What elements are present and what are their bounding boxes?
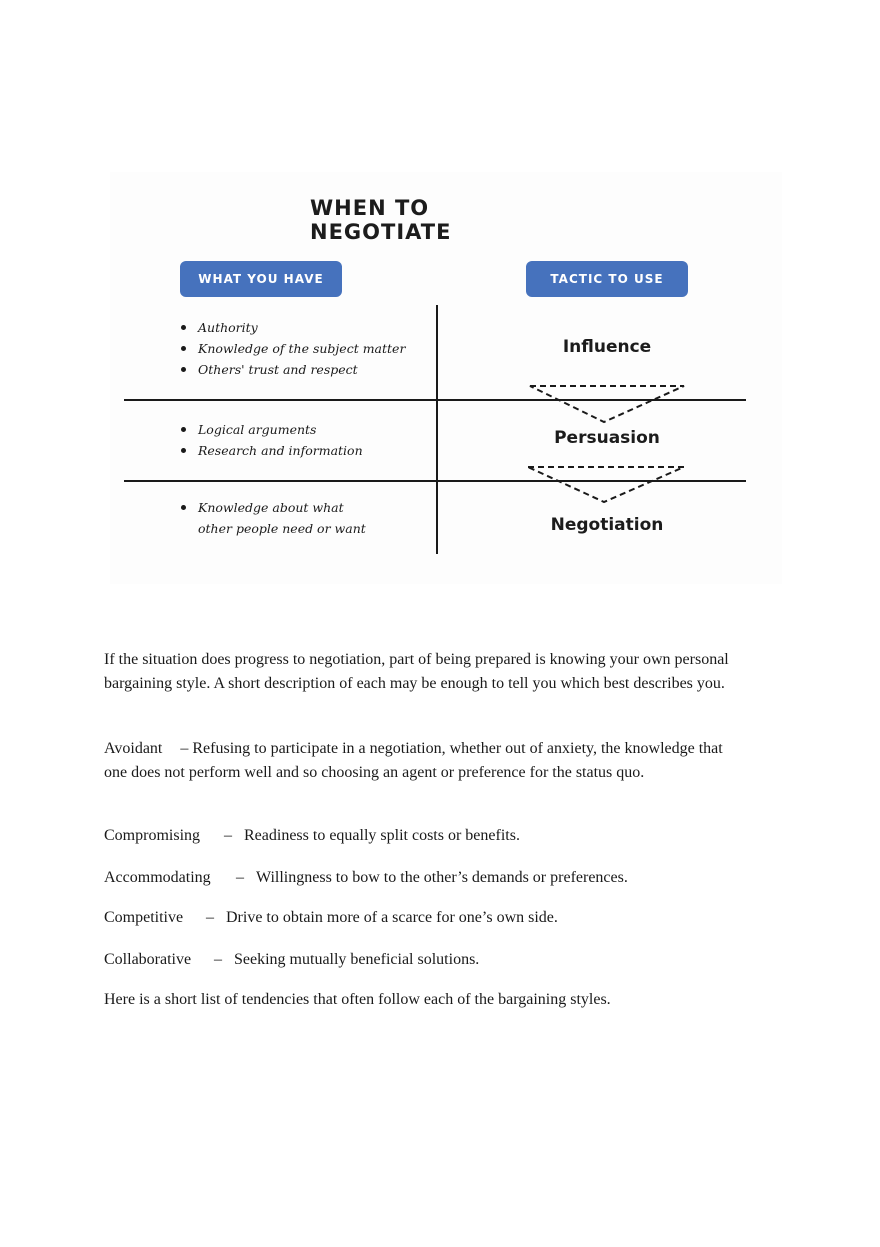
style-collaborative xyxy=(104,951,479,969)
resource-item: Logical arguments xyxy=(178,419,363,440)
style-term: Competitive xyxy=(104,909,184,926)
style-description: Willingness to bow to the other’s demands or preferences. xyxy=(256,869,628,886)
style-term: Avoidant xyxy=(104,740,163,757)
style-description: Readiness to equally split costs or benefits. xyxy=(244,827,520,844)
style-accommodating xyxy=(104,869,628,887)
resource-item: Knowledge of the subject matter xyxy=(178,338,405,359)
style-competitive xyxy=(104,909,558,927)
resource-item: Research and information xyxy=(178,440,363,461)
style-compromising xyxy=(104,827,520,845)
style-separator: – xyxy=(224,827,232,844)
resource-item-continued: other people need or want xyxy=(198,521,366,536)
tactic-persuasion: Persuasion xyxy=(554,428,660,448)
tactic-negotiation: Negotiation xyxy=(550,515,664,535)
style-avoidant xyxy=(104,737,744,784)
style-term: Compromising xyxy=(104,827,201,844)
style-description: Refusing to participate in a negotiation, whether out of anxiety, the knowledge that one does not perform well and so choosing an agent or preference for the status quo. xyxy=(104,740,723,781)
closing-paragraph: Here is a short list of tendencies that often follow each of the bargaining styles. xyxy=(104,991,611,1008)
style-separator: – xyxy=(180,740,189,757)
style-term: Accommodating xyxy=(104,869,211,886)
negotiation-figure xyxy=(110,172,782,584)
resource-item: Knowledge about what xyxy=(178,497,366,518)
tactic-influence: Influence xyxy=(562,337,652,357)
intro-paragraph: If the situation does progress to negotiation, part of being prepared is knowing your own personal bargaining style. A short description of each may be enough to tell you which best describes you. xyxy=(104,651,729,692)
style-separator: – xyxy=(236,869,244,886)
tactic-to-use-header: TACTIC TO USE xyxy=(526,261,688,297)
resource-item: Authority xyxy=(178,317,405,338)
resources-list-1 xyxy=(178,317,405,380)
funnel-arrow-1 xyxy=(530,386,684,422)
resources-list-2 xyxy=(178,419,363,461)
figure-title: WHEN TO NEGOTIATE xyxy=(310,196,452,244)
style-description: Seeking mutually beneficial solutions. xyxy=(234,951,480,968)
style-description: Drive to obtain more of a scarce for one’s own side. xyxy=(226,909,558,926)
what-you-have-header: WHAT YOU HAVE xyxy=(180,261,342,297)
resources-list-3 xyxy=(178,497,366,539)
style-separator: – xyxy=(214,951,222,968)
resource-item: Others' trust and respect xyxy=(178,359,405,380)
style-term: Collaborative xyxy=(104,951,192,968)
style-separator: – xyxy=(206,909,214,926)
funnel-arrow-2 xyxy=(528,467,684,502)
